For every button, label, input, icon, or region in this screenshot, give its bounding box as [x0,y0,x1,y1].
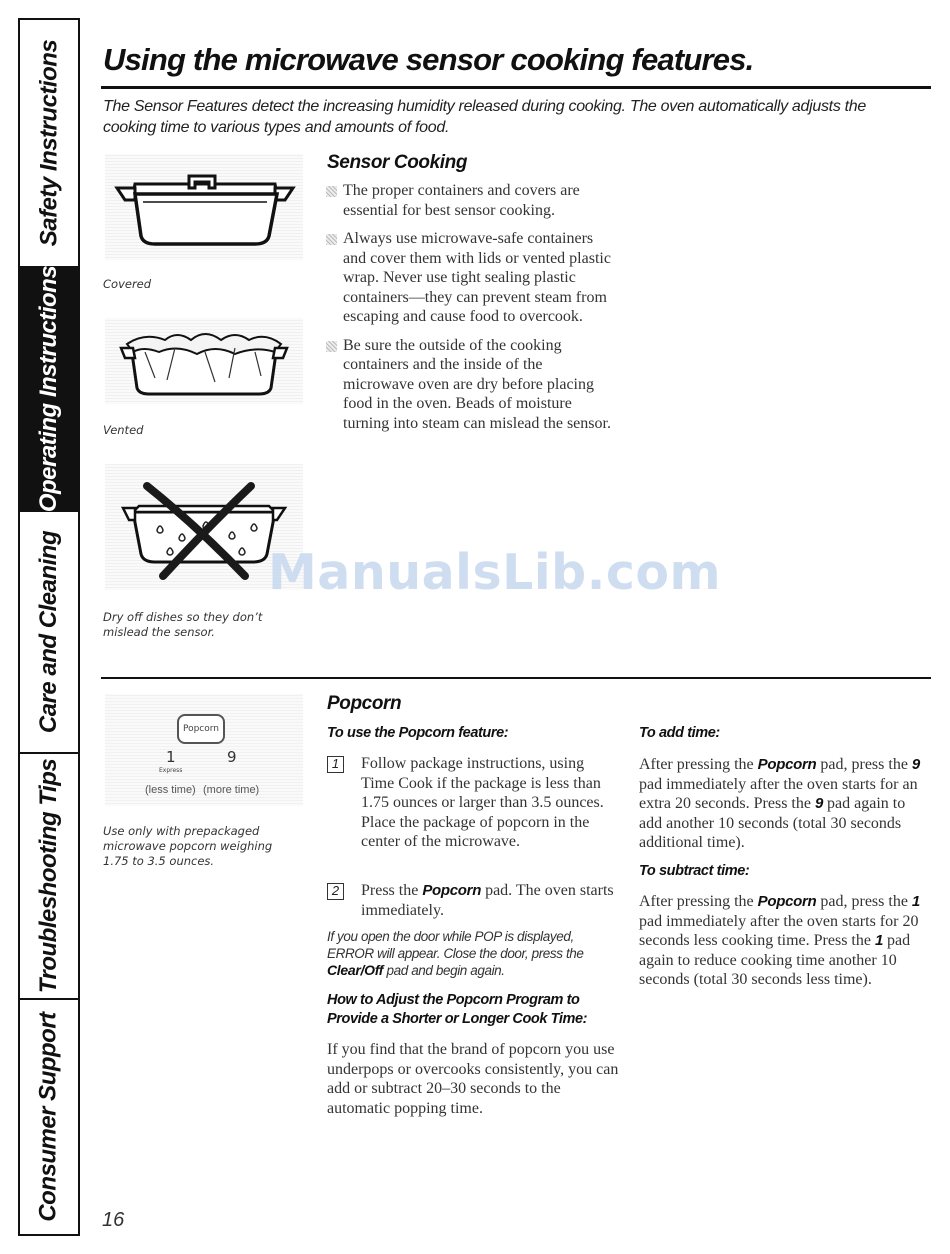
sensor-cooking-heading: Sensor Cooking [327,152,468,173]
subtract-time-heading: To subtract time: [639,863,750,879]
bullet-square-icon [326,234,337,245]
step-number: 2 [327,883,344,900]
text-part: pad again to add another 10 seconds (total 30 seconds additional time). [639,795,906,851]
nine-pad-ref: 9 [911,756,920,773]
error-note [327,928,607,979]
list-item-text: The proper containers and covers are essential for best sensor cooking. [343,182,580,219]
popcorn-pad-ref: Popcorn [757,893,817,910]
title-divider [101,86,931,89]
subtract-time-text [639,892,924,990]
tab-label: Care and Cleaning [35,530,62,734]
watermark: ManualsLib.com [268,544,722,601]
tab-label: Troubleshooting Tips [35,758,63,994]
popcorn-key: Popcorn [177,714,225,744]
sensor-cooking-list [326,181,616,442]
tab-care-and-cleaning[interactable] [20,512,78,754]
adjust-text: If you find that the brand of popcorn you use underpops or overcooks consistently, you can add or subtract 20–30 seconds to the automatic popping time. [327,1041,619,1117]
bullet-square-icon [326,186,337,197]
list-item [326,336,616,434]
popcorn-pad-ref: Popcorn [757,756,817,773]
clear-off-pad-ref: Clear/Off [327,962,384,978]
tab-operating-instructions[interactable] [20,265,78,513]
keypad-caption: Use only with prepackaged microwave popcorn weighing 1.75 to 3.5 ounces. [103,824,273,868]
key-1: 1 [166,748,176,766]
text-part: pad immediately after the oven starts for an extra 20 seconds. Press the [639,775,918,812]
step-text-part: pad. The oven starts immediately. [361,882,614,919]
less-time-label: (less time) [145,784,196,796]
text-part: pad again to reduce cooking time another 10 seconds (total 30 seconds less time). [639,932,911,988]
bullet-square-icon [326,341,337,352]
step-1 [326,754,616,852]
key-9: 9 [227,748,237,766]
popcorn-heading: Popcorn [327,693,402,714]
use-popcorn-heading: To use the Popcorn feature: [327,725,509,741]
popcorn-keypad-illustration [105,694,303,806]
text-part: pad immediately after the oven starts for 20 seconds less cooking time. Press the [639,912,919,949]
step-number: 1 [327,756,344,773]
one-pad-ref: 1 [911,893,920,910]
vented-caption: Vented [103,423,144,437]
vented-dish-illustration [105,318,303,404]
add-time-heading: To add time: [639,725,720,741]
nine-pad-ref: 9 [814,795,824,812]
intro-text: The Sensor Features detect the increasing humidity released during cooking. The oven automatically adjusts the cooking time to various types and amounts of food. [103,98,867,136]
express-label: Express [159,767,183,774]
note-text: If you open the door while POP is displayed, ERROR will appear. Close the door, press the [327,929,584,961]
step-text-part: Press the [361,882,423,899]
tab-consumer-support[interactable] [20,1000,78,1234]
note-text: pad and begin again. [383,963,505,978]
wet-dish-caption: Dry off dishes so they don’t mislead the sensor. [103,610,263,639]
list-item [326,181,616,220]
adjust-heading: How to Adjust the Popcorn Program to Provide a Shorter or Longer Cook Time: [327,992,588,1027]
section-divider [101,677,931,679]
page-number: 16 [102,1209,125,1231]
tab-label: Operating Instructions [35,265,63,513]
tab-troubleshooting-tips[interactable] [20,754,78,1000]
tab-safety-instructions[interactable] [20,20,78,268]
covered-dish-icon [105,154,303,260]
step-text [361,881,616,920]
tab-label: Consumer Support [35,1012,62,1222]
list-item-text: Always use microwave-safe containers and cover them with lids or vented plastic wrap. Never use tight sealing plastic containers—they can prevent steam from escaping and cause food to overcook. [343,230,611,325]
section-tabs [18,18,80,1236]
popcorn-pad-ref: Popcorn [422,882,482,899]
text-part: pad, press the [816,756,912,773]
step-2 [326,881,616,920]
list-item [326,229,616,327]
more-time-label: (more time) [203,784,260,796]
text-part: pad, press the [816,893,912,910]
text-part: After pressing the [639,893,758,910]
text-part: After pressing the [639,756,758,773]
vented-dish-icon [105,318,303,404]
add-time-text [639,755,924,853]
page-title: Using the microwave sensor cooking features. [103,42,754,77]
one-pad-ref: 1 [874,932,884,949]
tab-label: Safety Instructions [35,39,63,247]
covered-dish-illustration [105,154,303,260]
covered-caption: Covered [103,277,152,291]
list-item-text: Be sure the outside of the cooking containers and the inside of the microwave oven are dry before placing food in the oven. Beads of moisture turning into steam can mislead the sensor. [343,336,611,432]
step-text: Follow package instructions, using Time Cook if the package is less than 1.75 ounces or larger than 3.5 ounces. Place the package of popcorn in the center of the microwave. [361,755,604,850]
